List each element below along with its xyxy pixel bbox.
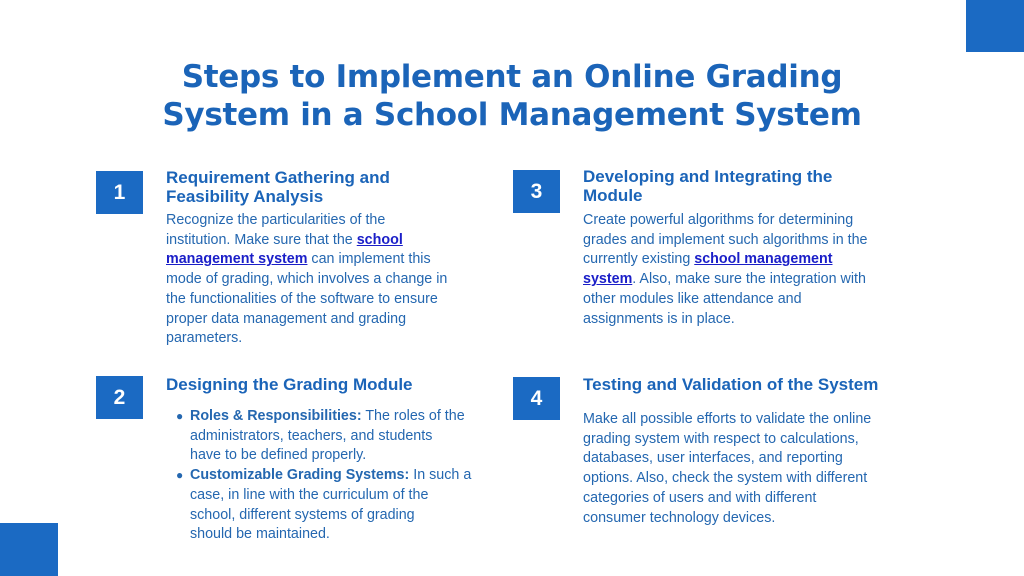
step-4-text-line: Make all possible efforts to validate the online — [583, 411, 872, 427]
step-4-text-line: consumer technology devices. — [583, 509, 776, 526]
step-4-heading — [583, 375, 878, 394]
step-2-heading — [166, 375, 413, 394]
step-1-text-line: proper data management and grading — [166, 310, 407, 327]
school-management-system-link-2-continued[interactable]: system — [583, 271, 633, 288]
step-2-number-badge: 2 — [96, 376, 143, 419]
step-1-heading — [166, 168, 390, 206]
school-management-system-link[interactable]: school — [356, 231, 403, 248]
step-4-number-badge: 4 — [513, 377, 560, 420]
step-2-bullet-list — [176, 407, 472, 545]
step-2-text-fragment: In such a — [409, 467, 472, 484]
step-1-text-line: parameters. — [166, 330, 243, 347]
step-4-text-line: grading system with respect to calculations, — [583, 430, 859, 447]
step-2-text-line: administrators, teachers, and students — [190, 427, 433, 444]
step-4-description — [583, 410, 871, 528]
step-1-text-line: mode of grading, which involves a change in — [166, 271, 448, 288]
step-4-heading-line-1: Testing and Validation of the System — [583, 375, 879, 394]
step-3-text-line — [583, 270, 868, 290]
bullet-dot-icon: ● — [176, 409, 184, 423]
step-3-text-fragment: . Also, make sure the integration with — [632, 271, 866, 288]
step-3-text-line: Create powerful algorithms for determining — [583, 212, 854, 228]
step-3-description — [583, 211, 868, 329]
step-1-text-line — [166, 231, 447, 251]
page-title-line-1: Steps to Implement an Online Grading — [181, 59, 843, 95]
step-2-text-line: case, in line with the curriculum of the — [190, 486, 429, 503]
step-1-heading-line-2: Feasibility Analysis — [166, 187, 324, 206]
step-4-text-line: databases, user interfaces, and reporting — [583, 450, 843, 467]
step-1-text-line: the functionalities of the software to ensure — [166, 290, 438, 307]
step-3-text-line: grades and implement such algorithms in the — [583, 231, 868, 248]
step-2-text-line — [190, 407, 471, 427]
corner-decoration-top-right — [966, 0, 1024, 52]
corner-decoration-bottom-left — [0, 523, 58, 576]
school-management-system-link-2[interactable]: school management — [694, 251, 833, 268]
step-2-heading-line-1: Designing the Grading Module — [166, 375, 413, 394]
step-3-heading-line-1: Developing and Integrating the — [583, 167, 833, 186]
step-1-description — [166, 211, 447, 349]
step-3-text-line — [583, 250, 868, 270]
step-2-text-fragment: The roles of the — [361, 408, 465, 424]
step-3-number-badge: 3 — [513, 170, 560, 213]
bullet-dot-icon: ● — [176, 468, 184, 483]
step-2-text-line: school, different systems of grading — [190, 506, 415, 523]
step-3-text-fragment: currently existing — [583, 251, 695, 268]
step-1-text-fragment: institution. Make sure that the — [166, 231, 357, 248]
step-3-heading — [583, 167, 832, 205]
step-1-text-line — [166, 250, 447, 270]
step-2-text-line — [190, 466, 471, 486]
bullet-bold-label: Customizable Grading Systems: — [190, 467, 410, 484]
page-title-line-2: System in a School Management System — [162, 97, 862, 133]
bullet-bold-label: Roles & Responsibilities: — [190, 408, 362, 424]
step-2-text-line: have to be defined properly. — [190, 447, 367, 464]
step-4-text-line: categories of users and with different — [583, 489, 817, 506]
step-1-heading-line-1: Requirement Gathering and — [166, 168, 390, 187]
bullet-roles-responsibilities — [176, 407, 471, 466]
bullet-customizable-grading — [176, 466, 472, 545]
school-management-system-link-continued[interactable]: management system — [166, 251, 308, 268]
step-3-heading-line-2: Module — [583, 186, 643, 205]
step-3-text-line: assignments is in place. — [583, 310, 735, 327]
step-1-text-line: Recognize the particularities of the — [166, 212, 386, 228]
step-1-number-badge: 1 — [96, 171, 143, 214]
step-2-text-line: should be maintained. — [190, 526, 330, 543]
step-4-text-line: options. Also, check the system with different — [583, 470, 868, 487]
step-3-text-line: other modules like attendance and — [583, 290, 802, 307]
page-title — [0, 58, 1024, 134]
step-1-text-fragment: can implement this — [307, 251, 431, 268]
